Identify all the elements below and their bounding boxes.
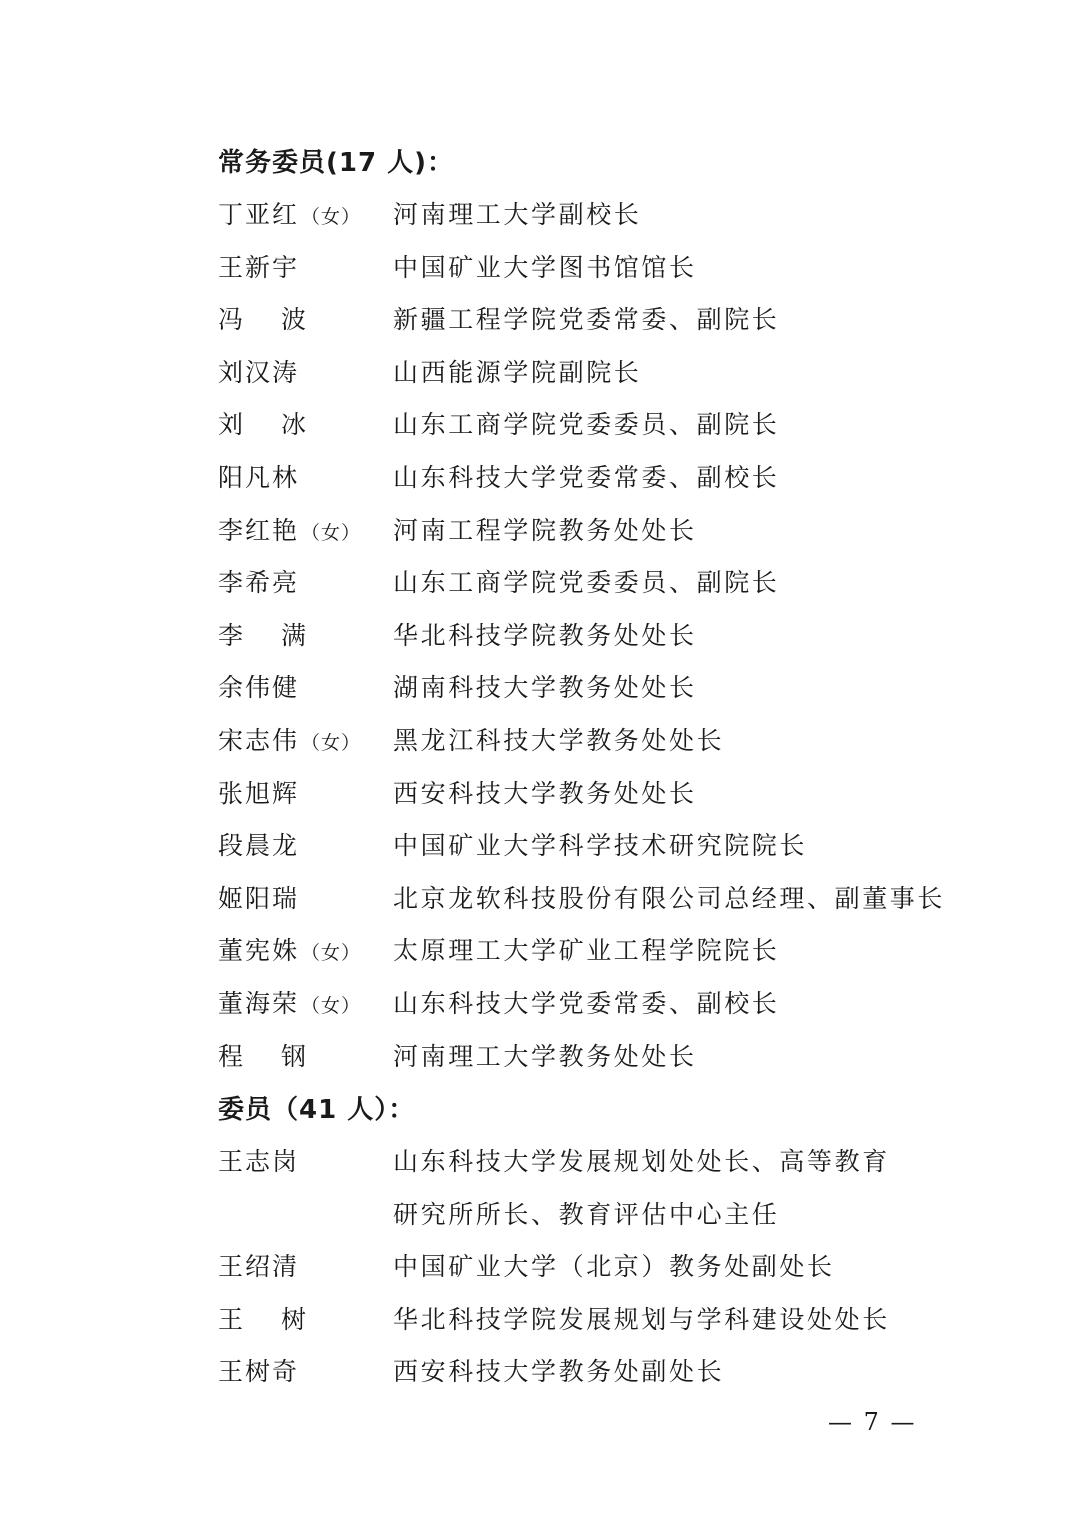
member-row (0, 610, 1080, 663)
member-name: 宋志伟 （女） (218, 726, 362, 755)
member-name: 王志岗 (218, 1147, 300, 1176)
member-name: 刘冰 (218, 410, 345, 440)
member-name: 张旭辉 (218, 778, 300, 808)
member-sex-note: （女） (301, 732, 362, 754)
member-title: 山东工商学院党委委员、副院长 (393, 410, 780, 440)
member-row (0, 242, 1080, 295)
member-row (0, 662, 1080, 715)
member-row (0, 452, 1080, 505)
member-sex-note: （女） (301, 206, 362, 228)
member-title-continuation (0, 1189, 1080, 1242)
member-name: 董宪姝 （女） (218, 936, 362, 966)
member-title: 山东科技大学发展规划处处长、高等教育 (393, 1147, 890, 1176)
member-row (0, 399, 1080, 452)
member-name: 王新宇 (218, 252, 300, 282)
member-row (0, 925, 1080, 978)
member-row (0, 347, 1080, 400)
member-name: 李红艳 （女） (218, 515, 362, 545)
page-number: — 7 — (828, 1408, 917, 1436)
member-sex-note: （女） (301, 521, 362, 544)
member-title: 中国矿业大学图书馆馆长 (393, 252, 697, 282)
member-row (0, 1294, 1080, 1347)
standing-committee-heading: 常务委员(17 人)： (218, 148, 454, 178)
member-title: 山东科技大学党委常委、副校长 (393, 989, 780, 1018)
member-row (0, 768, 1080, 821)
member-title: 华北科技学院教务处处长 (393, 620, 697, 650)
member-title: 河南工程学院教务处处长 (393, 515, 697, 545)
member-name: 王树 (218, 1304, 345, 1334)
members-heading: 委员（41 人）： (218, 1095, 416, 1125)
member-name: 李满 (218, 620, 345, 650)
member-name: 冯波 (218, 305, 345, 335)
member-row (0, 978, 1080, 1031)
member-row (0, 715, 1080, 768)
member-name: 董海荣 （女） (218, 989, 362, 1018)
member-row (0, 294, 1080, 347)
member-title: 华北科技学院发展规划与学科建设处处长 (393, 1304, 890, 1334)
member-title: 太原理工大学矿业工程学院院长 (393, 936, 780, 966)
member-row (0, 505, 1080, 558)
member-title: 山西能源学院副院长 (393, 357, 642, 387)
member-row (0, 1136, 1080, 1189)
member-title: 新疆工程学院党委常委、副院长 (393, 305, 780, 335)
member-sex-note: （女） (301, 995, 362, 1017)
member-row (0, 557, 1080, 610)
member-title: 北京龙软科技股份有限公司总经理、副董事长 (393, 883, 946, 913)
member-title: 湖南科技大学教务处处长 (393, 673, 697, 703)
member-title: 山东科技大学党委常委、副校长 (393, 463, 780, 492)
member-name: 王树奇 (218, 1357, 300, 1387)
member-title: 山东工商学院党委委员、副院长 (393, 568, 780, 598)
member-row (0, 820, 1080, 873)
member-title: 中国矿业大学科学技术研究院院长 (393, 831, 808, 861)
member-name: 余伟健 (218, 673, 300, 703)
member-sex-note: （女） (301, 942, 362, 965)
member-row (0, 1031, 1080, 1084)
member-title: 黑龙江科技大学教务处处长 (393, 726, 725, 755)
member-name: 李希亮 (218, 568, 300, 598)
member-row (0, 1346, 1080, 1399)
member-name: 程钢 (218, 1041, 345, 1071)
member-name: 姬阳瑞 (218, 883, 300, 913)
member-title-line2: 研究所所长、教育评估中心主任 (393, 1199, 780, 1229)
member-title: 西安科技大学教务处处长 (393, 778, 697, 808)
member-name: 刘汉涛 (218, 357, 300, 387)
member-title: 中国矿业大学（北京）教务处副处长 (393, 1252, 835, 1282)
member-row (0, 1241, 1080, 1294)
member-row (0, 189, 1080, 242)
member-name: 王绍清 (218, 1252, 300, 1282)
member-row (0, 873, 1080, 926)
member-title: 河南理工大学副校长 (393, 200, 642, 229)
member-title: 河南理工大学教务处处长 (393, 1041, 697, 1071)
member-name: 段晨龙 (218, 831, 300, 861)
member-name: 丁亚红 （女） (218, 200, 362, 229)
member-name: 阳凡林 (218, 463, 300, 492)
member-title: 西安科技大学教务处副处长 (393, 1357, 725, 1387)
